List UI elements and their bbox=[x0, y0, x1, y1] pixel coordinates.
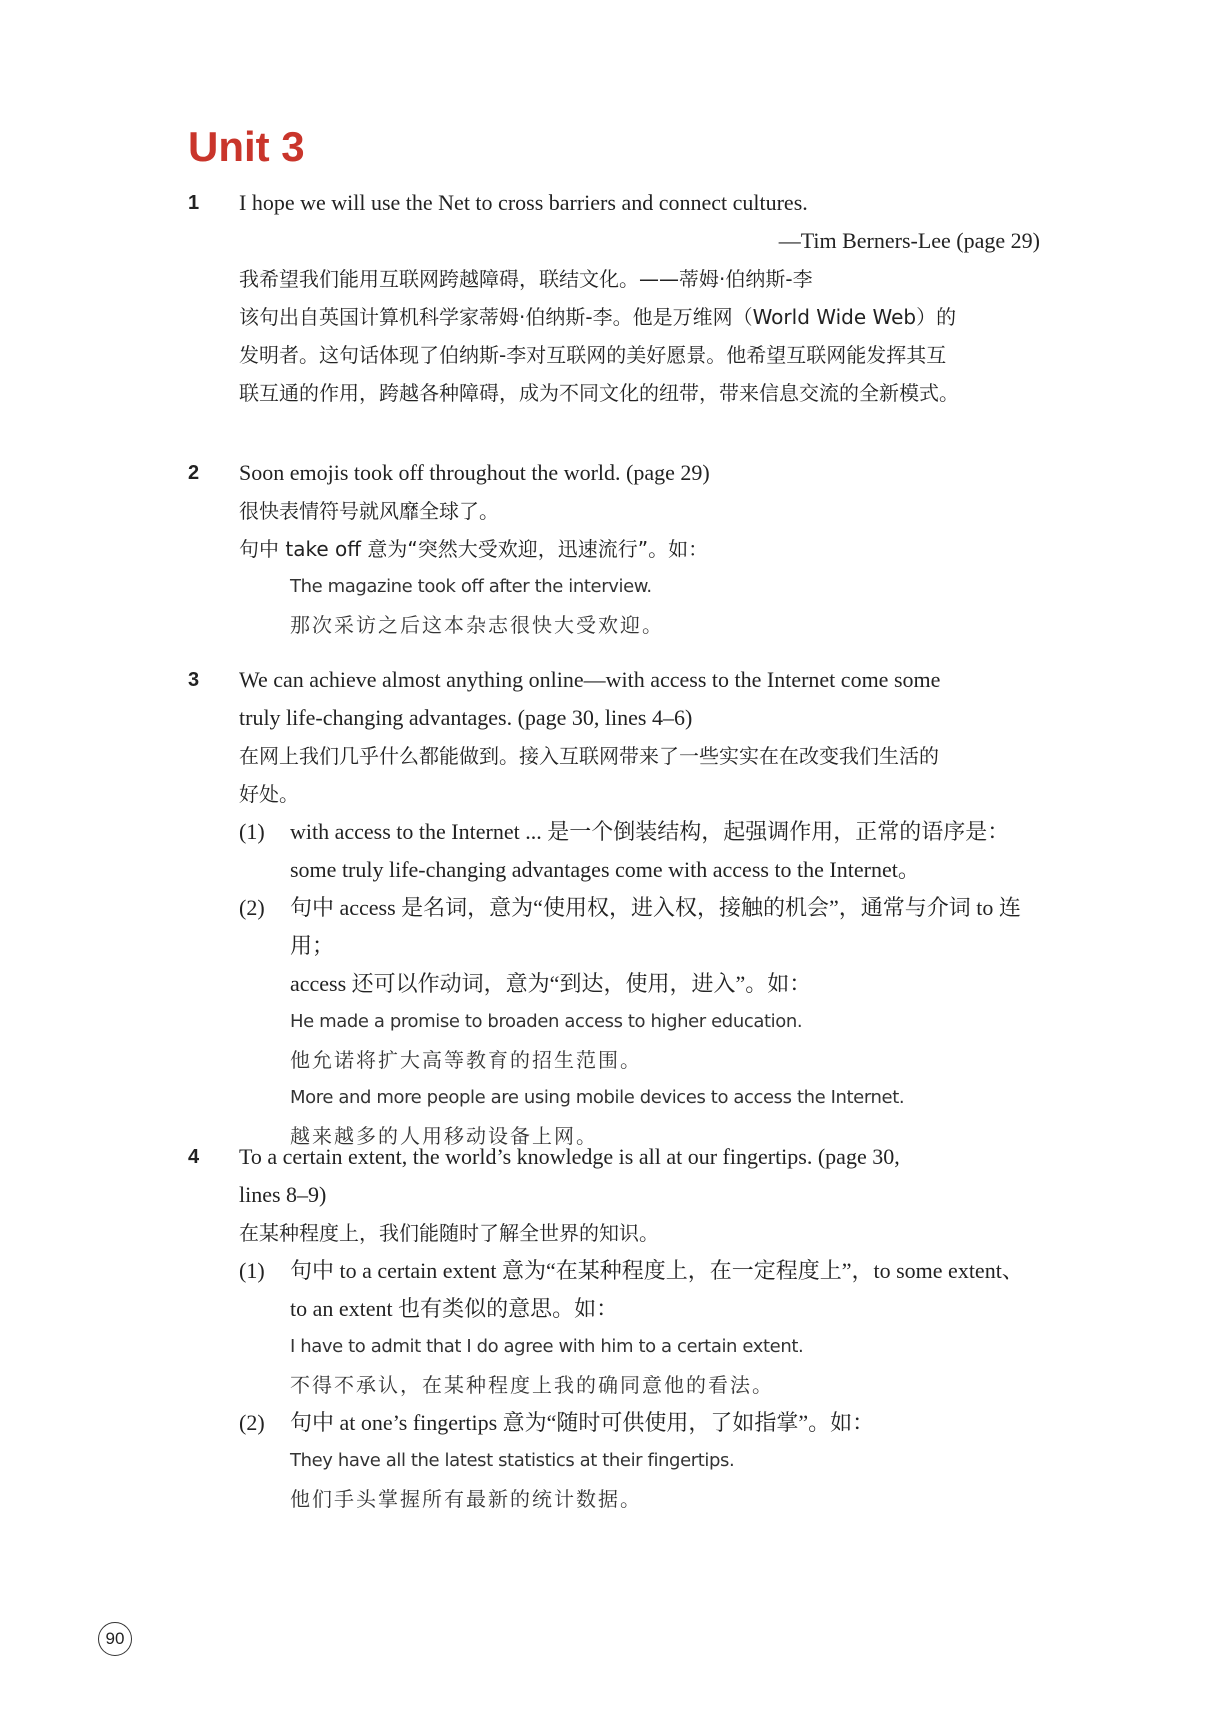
explanation-line: 联互通的作用，跨越各种障碍，成为不同文化的纽带，带来信息交流的全新模式。 bbox=[239, 381, 959, 405]
sub-point-1 bbox=[239, 1252, 1048, 1404]
example-sentence: He made a promise to broaden access to higher education. bbox=[290, 1011, 803, 1032]
example bbox=[290, 1328, 1048, 1404]
source-sentence: truly life-changing advantages. (page 30, lines 4–6) bbox=[239, 705, 693, 730]
example-sentence: The magazine took off after the interview. bbox=[290, 576, 652, 597]
sub-point-line: some truly life-changing advantages come with access to the Internet。 bbox=[290, 857, 920, 882]
example-sentence: More and more people are using mobile devices to access the Internet. bbox=[290, 1087, 905, 1108]
translation: 很快表情符号就风靡全球了。 bbox=[239, 499, 499, 523]
item-number: 3 bbox=[188, 669, 200, 691]
sub-point-line: with access to the Internet ... 是一个倒装结构，起强调作用，正常的语序是： bbox=[290, 819, 1010, 844]
source-sentence: I hope we will use the Net to cross barriers and connect cultures. bbox=[239, 190, 808, 215]
note-item-2 bbox=[188, 454, 1048, 644]
item-number: 1 bbox=[188, 192, 200, 214]
explanation-line: 该句出自英国计算机科学家蒂姆·伯纳斯-李。他是万维网（World Wide Web）的 bbox=[239, 305, 957, 329]
item-number: 2 bbox=[188, 462, 200, 484]
example bbox=[239, 568, 1048, 644]
page-number: 90 bbox=[98, 1622, 132, 1656]
sub-point-label: (1) bbox=[239, 1258, 265, 1283]
sub-point-label: (1) bbox=[239, 819, 265, 844]
source-sentence: To a certain extent, the world’s knowledge is all at our fingertips. (page 30, bbox=[239, 1144, 900, 1169]
translation: 在网上我们几乎什么都能做到。接入互联网带来了一些实实在在改变我们生活的 bbox=[239, 744, 939, 768]
note-item-1 bbox=[188, 184, 1048, 412]
unit-title: Unit 3 bbox=[188, 123, 305, 170]
sub-point-2 bbox=[239, 889, 1048, 1155]
source-sentence: lines 8–9) bbox=[239, 1182, 327, 1207]
translation: 我希望我们能用互联网跨越障碍，联结文化。——蒂姆·伯纳斯-李 bbox=[239, 267, 813, 291]
source-sentence: Soon emojis took off throughout the world. (page 29) bbox=[239, 460, 710, 485]
translation: 好处。 bbox=[239, 782, 299, 806]
sub-point-label: (2) bbox=[239, 1410, 265, 1435]
example bbox=[290, 1003, 1048, 1155]
sub-point-label: (2) bbox=[239, 895, 265, 920]
note-item-3 bbox=[188, 661, 1048, 1155]
sub-point-line: access 还可以作动词，意为“到达，使用，进入”。如： bbox=[290, 971, 812, 996]
sub-point-line: 句中 to a certain extent 意为“在某种程度上，在一定程度上”，to some extent、 bbox=[290, 1258, 1024, 1283]
sub-point-2 bbox=[239, 1404, 1048, 1518]
example-translation: 他允诺将扩大高等教育的招生范围。 bbox=[290, 1048, 642, 1072]
example bbox=[290, 1442, 1048, 1518]
explanation-line: 句中 take off 意为“突然大受欢迎，迅速流行”。如： bbox=[239, 537, 709, 561]
example-translation: 他们手头掌握所有最新的统计数据。 bbox=[290, 1487, 642, 1511]
explanation-line: 发明者。这句话体现了伯纳斯-李对互联网的美好愿景。他希望互联网能发挥其互 bbox=[239, 343, 947, 367]
example-translation: 那次采访之后这本杂志很快大受欢迎。 bbox=[290, 613, 664, 637]
example-sentence: I have to admit that I do agree with him to a certain extent. bbox=[290, 1336, 804, 1357]
note-item-4 bbox=[188, 1138, 1048, 1518]
example-sentence: They have all the latest statistics at their fingertips. bbox=[290, 1450, 735, 1471]
example-translation: 越来越多的人用移动设备上网。 bbox=[290, 1124, 598, 1148]
sub-point-line: 句中 access 是名词，意为“使用权，进入权，接触的机会”，通常与介词 to 连用； bbox=[290, 895, 1021, 958]
translation: 在某种程度上，我们能随时了解全世界的知识。 bbox=[239, 1221, 659, 1245]
sub-point-line: to an extent 也有类似的意思。如： bbox=[290, 1296, 619, 1321]
item-number: 4 bbox=[188, 1146, 200, 1168]
sub-point-line: 句中 at one’s fingertips 意为“随时可供使用，了如指掌”。如： bbox=[290, 1410, 875, 1435]
attribution: —Tim Berners-Lee (page 29) bbox=[778, 228, 1040, 253]
example-translation: 不得不承认，在某种程度上我的确同意他的看法。 bbox=[290, 1373, 774, 1397]
source-sentence: We can achieve almost anything online—with access to the Internet come some bbox=[239, 667, 941, 692]
sub-point-1 bbox=[239, 813, 1048, 889]
